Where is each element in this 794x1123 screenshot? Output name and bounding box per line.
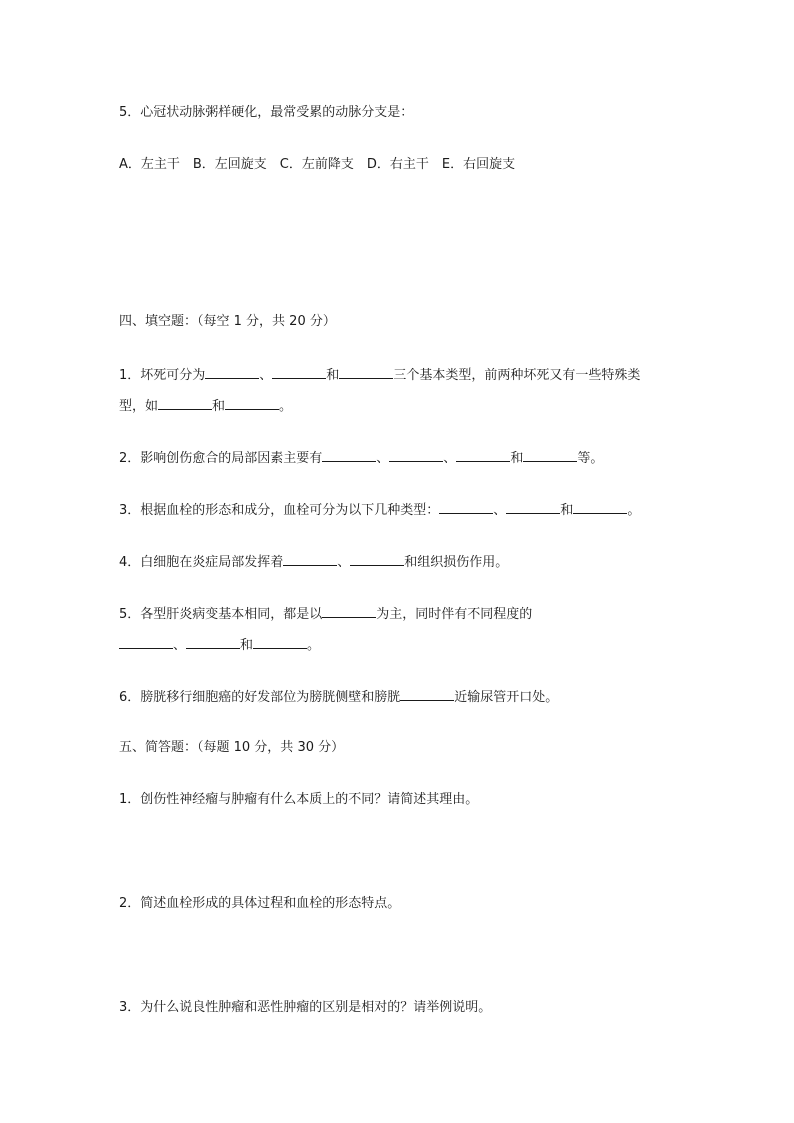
fill-question-3	[119, 500, 640, 520]
fill-question-1-line-2	[119, 396, 292, 416]
fill-in-heading: 四、填空题：（每空 1 分，共 20 分）	[119, 314, 336, 329]
fill-q3-text-a: 3．根据血栓的形态和成分，血栓可分为以下几种类型：	[119, 503, 440, 518]
answer-blank[interactable]	[439, 500, 493, 514]
short-question-2: 2．简述血栓形成的具体过程和血栓的形态特点。	[119, 896, 401, 911]
fill-q4-text-a: 4．白细胞在炎症局部发挥着	[119, 555, 284, 570]
short-answer-heading: 五、简答题：（每题 10 分，共 30 分）	[119, 740, 345, 755]
answer-blank[interactable]	[400, 687, 454, 701]
answer-blank[interactable]	[186, 635, 240, 649]
fill-question-2	[119, 448, 603, 468]
fill-q5-text-a: 5．各型肝炎病变基本相同，都是以	[119, 607, 323, 622]
fill-q1-text-c: 和	[326, 368, 340, 383]
fill-q2-text-c: 、	[443, 451, 457, 466]
fill-q5-text-e: 。	[307, 638, 321, 653]
fill-q3-text-b: 、	[493, 503, 507, 518]
fill-q1-text-g: 。	[279, 399, 293, 414]
fill-q1-text-b: 、	[259, 368, 273, 383]
answer-blank[interactable]	[205, 365, 259, 379]
fill-q2-text-b: 、	[376, 451, 390, 466]
fill-q1-text-d: 三个基本类型，前两种坏死又有一些特殊类	[393, 368, 641, 383]
answer-blank[interactable]	[506, 500, 560, 514]
fill-q6-text-b: 近输尿管开口处。	[454, 690, 559, 705]
fill-q2-text-d: 和	[510, 451, 524, 466]
answer-blank[interactable]	[272, 365, 326, 379]
fill-q1-text-e: 型，如	[119, 399, 159, 414]
answer-blank[interactable]	[322, 604, 376, 618]
answer-blank[interactable]	[456, 448, 510, 462]
answer-blank[interactable]	[225, 396, 279, 410]
question-5-options: A．左主干 B．左回旋支 C．左前降支 D．右主干 E．右回旋支	[119, 157, 516, 172]
fill-q1-text-a: 1．坏死可分为	[119, 368, 206, 383]
short-question-3: 3．为什么说良性肿瘤和恶性肿瘤的区别是相对的？请举例说明。	[119, 1000, 492, 1015]
fill-q5-text-c: 、	[173, 638, 187, 653]
answer-blank[interactable]	[389, 448, 443, 462]
answer-blank[interactable]	[573, 500, 627, 514]
answer-blank[interactable]	[523, 448, 577, 462]
fill-question-5-line-2	[119, 635, 320, 655]
fill-q3-text-c: 和	[560, 503, 574, 518]
fill-question-5-line-1	[119, 604, 532, 624]
fill-q4-text-c: 和组织损伤作用。	[404, 555, 509, 570]
fill-question-1-line-1	[119, 365, 640, 385]
answer-blank[interactable]	[322, 448, 376, 462]
fill-q3-text-d: 。	[627, 503, 641, 518]
fill-q1-text-f: 和	[212, 399, 226, 414]
fill-question-4	[119, 552, 508, 572]
fill-q5-text-d: 和	[240, 638, 254, 653]
fill-q5-text-b: 为主，同时伴有不同程度的	[376, 607, 533, 622]
fill-question-6	[119, 687, 558, 707]
answer-blank[interactable]	[283, 552, 337, 566]
answer-blank[interactable]	[253, 635, 307, 649]
answer-blank[interactable]	[119, 635, 173, 649]
fill-q2-text-e: 等。	[577, 451, 604, 466]
answer-blank[interactable]	[350, 552, 404, 566]
short-question-1: 1．创伤性神经瘤与肿瘤有什么本质上的不同？请简述其理由。	[119, 792, 479, 807]
fill-q4-text-b: 、	[337, 555, 351, 570]
answer-blank[interactable]	[339, 365, 393, 379]
question-5-stem: 5．心冠状动脉粥样硬化，最常受累的动脉分支是：	[119, 105, 414, 120]
fill-q2-text-a: 2．影响创伤愈合的局部因素主要有	[119, 451, 323, 466]
answer-blank[interactable]	[158, 396, 212, 410]
fill-q6-text-a: 6．膀胱移行细胞癌的好发部位为膀胱侧壁和膀胱	[119, 690, 401, 705]
